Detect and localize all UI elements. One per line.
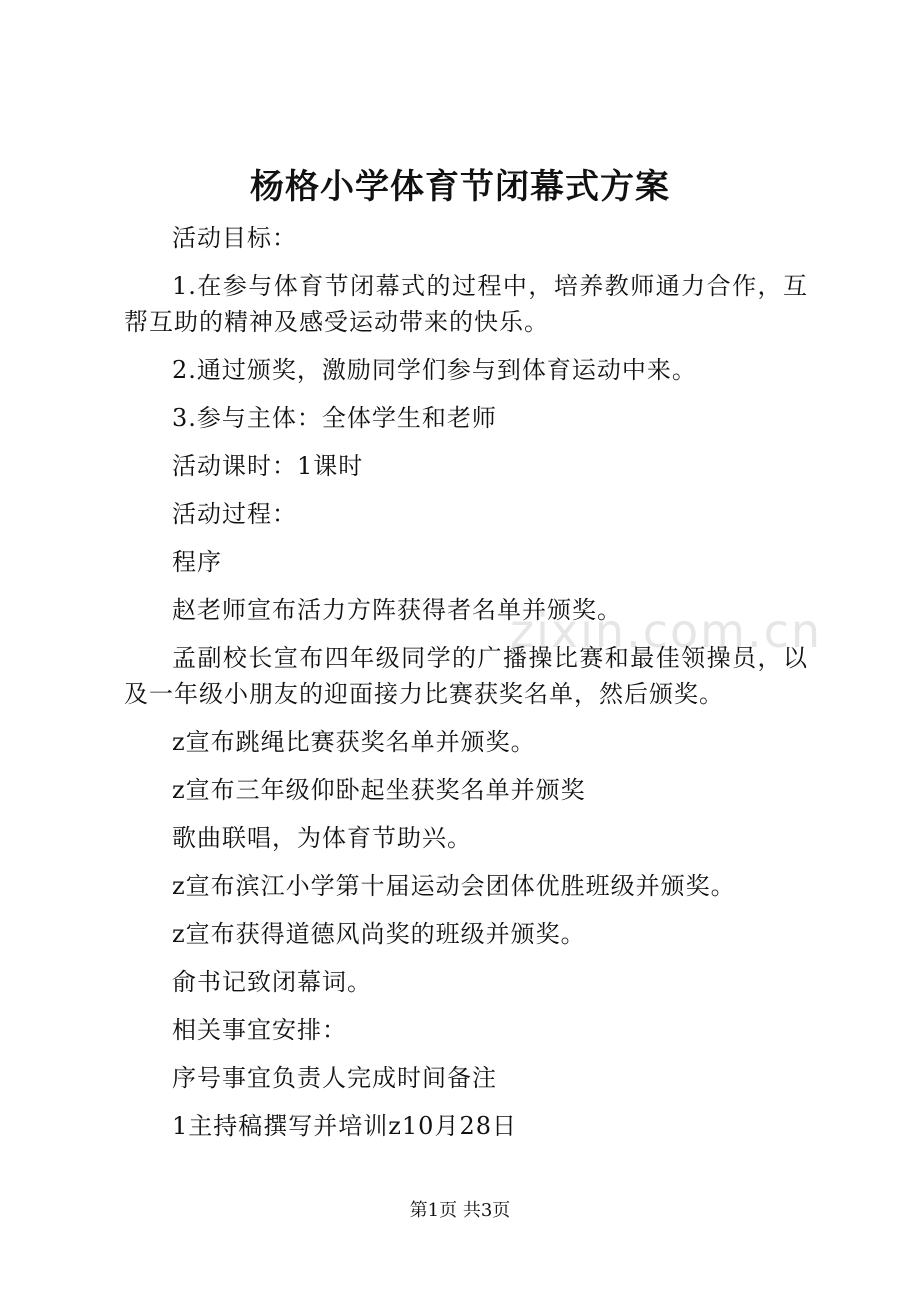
- paragraph-step-meng: 孟副校长宣布四年级同学的广播操比赛和最佳领操员，以及一年级小朋友的迎面接力比赛获奖名单，然后颁奖。: [124, 644, 808, 708]
- paragraph-step-rope: z宣布跳绳比赛获奖名单并颁奖。: [172, 728, 536, 756]
- paragraph-step-closing-speech: 俞书记致闭幕词。: [172, 968, 372, 996]
- paragraph-program: 程序: [172, 548, 222, 576]
- paragraph-step-zhao: 赵老师宣布活力方阵获得者名单并颁奖。: [172, 596, 622, 624]
- page-footer: 第1页 共3页: [409, 1200, 511, 1221]
- paragraph-goal-3: 3.参与主体：全体学生和老师: [172, 404, 497, 432]
- paragraph-step-songs: 歌曲联唱，为体育节助兴。: [172, 824, 472, 852]
- paragraph-goal-1: 1.在参与体育节闭幕式的过程中，培养教师通力合作，互帮互助的精神及感受运动带来的快乐。: [124, 272, 808, 336]
- paragraph-table-header: 序号事宜负责人完成时间备注: [172, 1064, 497, 1092]
- page-title: 杨格小学体育节闭幕式方案: [250, 167, 670, 207]
- paragraph-step-ethics-award: z宣布获得道德风尚奖的班级并颁奖。: [172, 920, 586, 948]
- document-body: [124, 220, 808, 1156]
- paragraph-table-row-1: 1主持稿撰写并培训z10月28日: [172, 1112, 517, 1140]
- paragraph-process-heading: 活动过程：: [172, 500, 297, 528]
- paragraph-step-team-award: z宣布滨江小学第十届运动会团体优胜班级并颁奖。: [172, 872, 736, 900]
- watermark-text: zixin.com.cn: [510, 604, 823, 658]
- paragraph-activity-goal-heading: 活动目标：: [172, 224, 297, 252]
- paragraph-step-situps: z宣布三年级仰卧起坐获奖名单并颁奖: [172, 776, 586, 804]
- paragraph-arrangements-heading: 相关事宜安排：: [172, 1016, 347, 1044]
- paragraph-goal-2: 2.通过颁奖，激励同学们参与到体育运动中来。: [172, 356, 697, 384]
- paragraph-class-hours: 活动课时：1课时: [172, 452, 364, 480]
